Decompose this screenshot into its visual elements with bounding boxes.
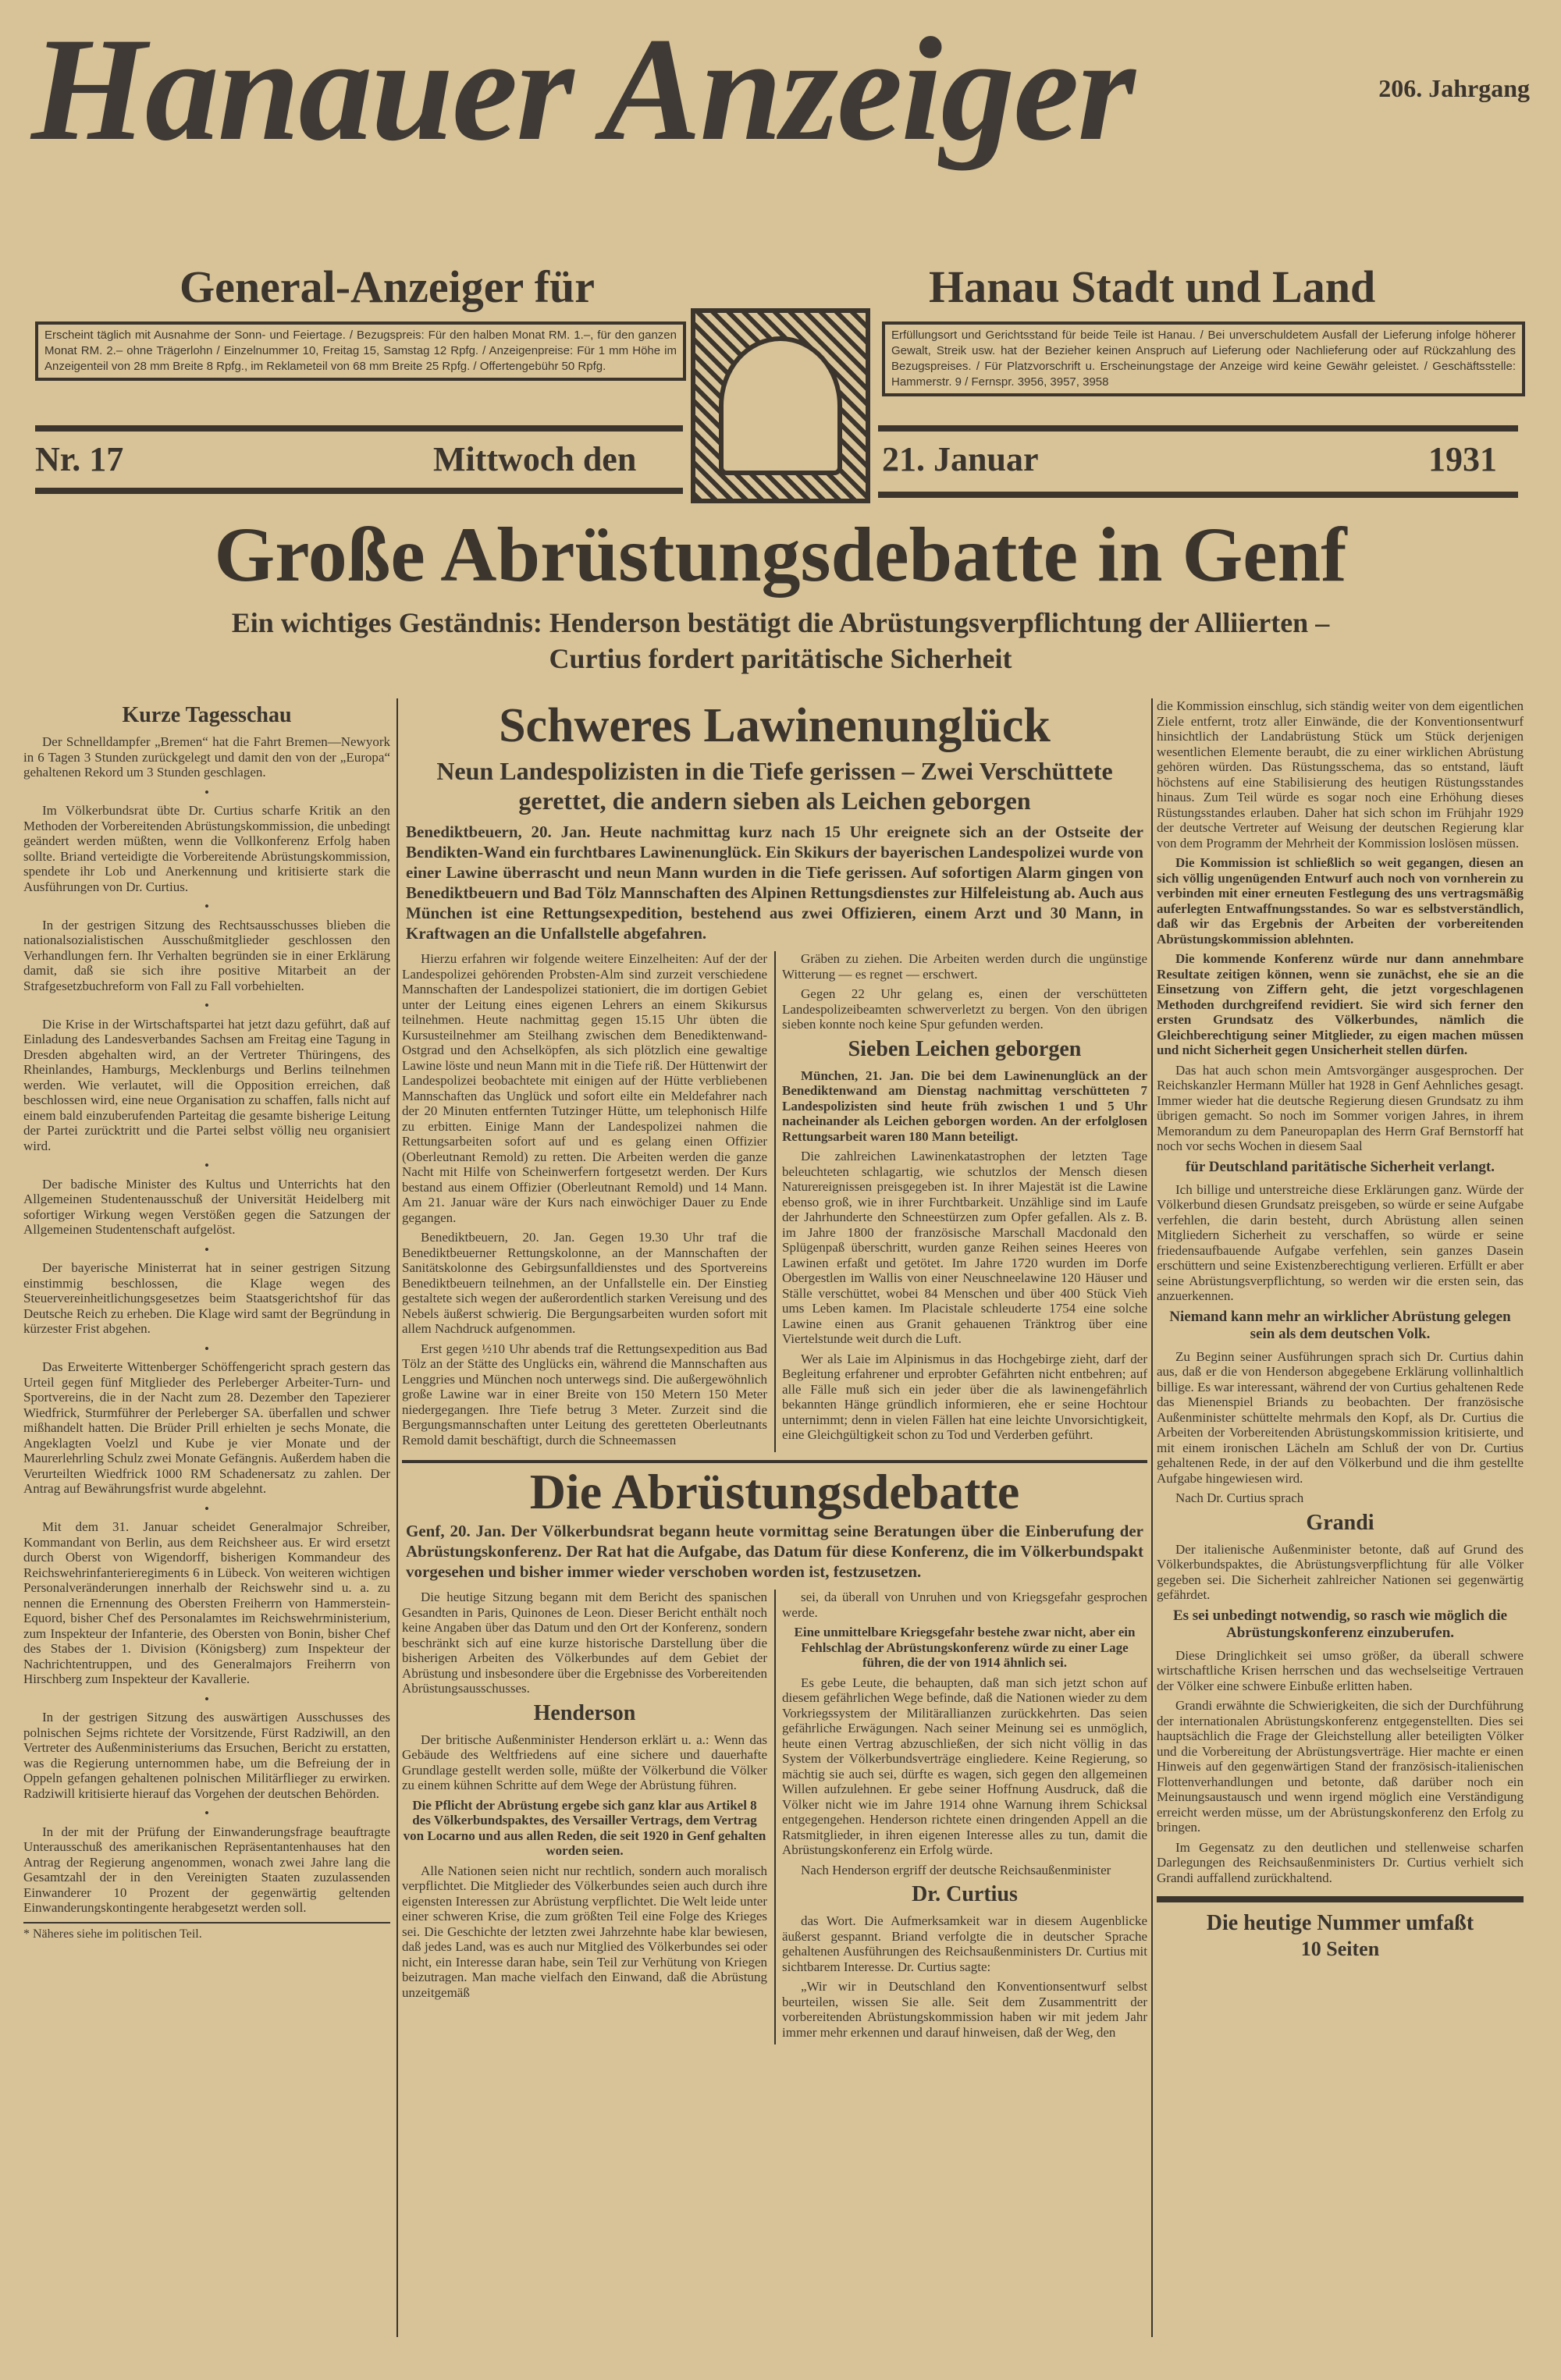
section-title: Dr. Curtius [912, 1882, 1018, 1906]
separator-star: • [204, 1691, 209, 1707]
divider [1157, 1896, 1524, 1902]
main-headline: Große Abrüstungsdebatte in Genf [214, 511, 1347, 598]
issue-page-count-label: Die heutige Nummer umfaßt [1206, 1911, 1474, 1935]
main-subhead-1: Ein wichtiges Geständnis: Henderson bestätigt die Abrüstungsverpflichtung der Alliierten – [231, 607, 1330, 638]
paragraph: Die Kommission ist schließlich so weit gegangen, diesen an sich völlig ungenügenden Entwurf auch noch von vornherein zu verbinden mit einer erneuten Festlegung des uns vertragsmäßig auferlegten Entwaffnungsstandes. So war es selbstverständlich, daß wir das Ergebnis der Arbeiten der vorbereitenden Abrüstungskommission ablehnten. [1157, 855, 1524, 947]
paragraph: Die Pflicht der Abrüstung ergebe sich ganz klar aus Artikel 8 des Völkerbundspaktes, des Versailler Vertrags, dem Vertrag von Locarno und aus allen Reden, die seit 1920 in Genf gehalten worden seien. [403, 1797, 766, 1858]
paragraph: Benediktbeuern, 20. Jan. Gegen 19.30 Uhr traf die Benediktbeuerner Rettungskolonne, an der Mannschaften der Sanitätskolonne des Gebirgsunfalldienstes und des Sportvereins Benediktbeuern teilnehmen, an der Unfallstelle ein. Der Einstieg gestaltete sich wegen der außerordentlich starken Vereisung und des Nebels äußerst schwierig. Die Bergungsarbeiten wurden sofort mit allem Nachdruck aufgenommen. [402, 1230, 767, 1336]
section-title: Grandi [1306, 1510, 1374, 1535]
paragraph: Ich billige und unterstreiche diese Erklärungen ganz. Würde der Völkerbund diesen Grundsatz preisgeben, so würde er seine Aufgabe verfehlen, die darin besteht, durch Abrüstung allen seinen Mitgliedern Sicherheit zu verschaffen, so würde er seine friedensaufbauende Aufgabe verfehlen, sein ganzes Dasein erschüttern und seine Existenzberechtigung verlieren. Erfüllt er aber seine Abrüstungsverpflichtung, so werden wir die ersten sein, das anzuerkennen. [1157, 1181, 1524, 1303]
paragraph: Die heutige Sitzung begann mit dem Bericht des spanischen Gesandten in Paris, Quinones de Leon. Dieser Bericht enthält noch keine Angaben über das Datum und den Ort der Konferenz, sondern beschränkt sich auf eine kurze historische Darstellung über die bisherigen Arbeiten des Völkerbundes auf dem Gebiet der Abrüstung und insbesondere über die Ergebnisse des Vorbereitenden Abrüstungsausschusses. [402, 1590, 767, 1696]
debate-column-left [402, 1590, 767, 2044]
paragraph: Erst gegen ½10 Uhr abends traf die Rettungsexpedition aus Bad Tölz an der Stätte des Unglücks ein, während die Mannschaften aus Lenggries und München noch unterwegs sind. Die außergewöhnlich große Lawine war in einer Breite von 150 Metern 150 Meter niedergegangen. Ihre Tiefe betrug 3 Meter. Zurzeit sind die Bergungsmannschaften unter Leitung des geretteten Oberleutnants Remold damit beschäftigt, durch die Schneemassen [402, 1341, 767, 1448]
info-box-right: Erfüllungsort und Gerichtsstand für beide Teile ist Hanau. / Bei unverschuldetem Ausfall der Lieferung infolge höherer Gewalt, Streik usw. hat der Bezieher keinen Anspruch auf Lieferung oder Nachlieferung oder auf Rückzahlung des Bezugspreises. / Für Platzvorschrift u. Erscheinungstage der Anzeige wird keine Gewähr geleistet. / Geschäftsstelle: Hammerstr. 9 / Fernspr. 3956, 3957, 3958 [882, 321, 1525, 396]
paragraph: Alle Nationen seien nicht nur rechtlich, sondern auch moralisch verpflichtet. Die Mitglieder des Völkerbundes seien auch durch ihre eigensten Interessen zur Abrüstung verpflichtet. Die Welt leide unter einer schweren Krise, die zum größten Teil eine Folge des Krieges sei. Die Geschichte der letzten zwei Jahrzehnte habe klar bewiesen, daß jedes Land, was es auch nur Mitglied des Völkerbundes sei oder nicht, ein Interesse daran habe, sein Teil zur Verhütung von Kriegen beizutragen. Man mache vielfach den Einwand, daß die Abrüstung unzeitgemäß [402, 1863, 767, 2000]
separator-star: • [204, 998, 209, 1013]
avalanche-headline: Schweres Lawinenunglück [499, 699, 1051, 752]
paragraph: Zu Beginn seiner Ausführungen sprach sich Dr. Curtius dahin aus, daß er die von Henderson abgegebene Erklärung vollinhaltlich billige. Es war interessant, während der von Curtius gehaltenen Rede das Mienenspiel Briands zu beobachten. Der französische Außenminister schüttelte mehrmals den Kopf, als Dr. Curtius die Arbeiten der Vorbereitenden Abrüstungskommission kritisierte, und mit einem ironischen Lächeln am Schluß der von Dr. Curtius gehaltenen Rede, in der auf den Völkerbund und die ihm gestellte Aufgabe hingewiesen wird. [1157, 1348, 1524, 1486]
subtitle-left: General-Anzeiger für [180, 261, 596, 312]
paragraph: Im Gegensatz zu den deutlichen und stellenweise scharfen Darlegungen des Reichsaußenministers Dr. Curtius verhielt sich Grandi auffallend zurückhaltend. [1157, 1839, 1524, 1885]
info-box-left: Erscheint täglich mit Ausnahme der Sonn- und Feiertage. / Bezugspreis: Für den halben Monat RM. 1.–, für den ganzen Monat RM. 2.– ohne Trägerlohn / Einzelnummer 10, Freitag 15, Samstag 12 Rpfg. / Anzeigenpreise: Für 1 mm Höhe im Anzeigenteil von 28 mm Breite 8 Rpfg., im Reklameteil von 68 mm Breite 25 Rpfg. / Offertengebühr 50 Rpfg. [35, 321, 686, 381]
avalanche-columns [402, 951, 1147, 1452]
paragraph: Nach Dr. Curtius sprach [1175, 1490, 1304, 1505]
section-title: für Deutschland paritätische Sicherheit verlangt. [1186, 1158, 1495, 1175]
paragraph: die Kommission einschlug, sich ständig weiter von dem eigentlichen Ziele entfernt, trotz aller Einwände, die der Konventionsentwurf hinsichtlich der Landabrüstung Stück um Stück derjenigen wesentlichen Elemente beraubt, die zu einer wirklichen Abrüstung gehören würden. Das Rüstungsschema, das so entstand, läuft höchstens auf eine Stabilisierung des heutigen Rüstungsstandes hinaus. Zum Teil würde es sogar noch eine Erhöhung dieses Rüstungsstandes erlauben. Daher hat sich schon im Frühjahr 1929 der deutsche Vertreter auf Weisung der deutschen Regierung klar von dem Programm der Mehrheit der Kommission loslösen müssen. [1157, 698, 1524, 851]
separator-star: • [204, 1341, 209, 1356]
debate-column-right [782, 1590, 1147, 2044]
separator-star: • [204, 784, 209, 800]
column-rule [774, 951, 776, 1452]
section-title: Sieben Leichen geborgen [848, 1036, 1082, 1061]
paragraph: Diese Dringlichkeit sei umso größer, da überall schwere wirtschaftliche Krisen herrschen und das wechselseitige Vertrauen der Völker eine schwere Einbuße erlitten haben. [1157, 1647, 1524, 1693]
divider [878, 425, 1518, 432]
section-title: Es sei unbedingt notwendig, so rasch wie möglich die Abrüstungskonferenz einzuberufen. [1172, 1607, 1508, 1641]
paragraph: Die kommende Konferenz würde nur dann annehmbare Resultate zeitigen können, wenn sie zunächst, ehe sie an die Einsetzung von Ziffern geht, die jetzt vorgeschlagenen Methoden durchgreifend revidiert. Sie wird sich ferner den ersten Grundsatz des Völkerbundes, nämlich die Gleichberechtigung seiner Mitglieder, zu eigen machen müssen und nicht Sicherheit gegen Unsicherheit stellen dürfen. [1157, 951, 1524, 1057]
paragraph: München, 21. Jan. Die bei dem Lawinenunglück an der Benediktenwand am Dienstag nachmittag verschütteten 7 Landespolizisten sind heute früh zwischen 1 und 5 Uhr nacheinander als Leichen geborgen worden. An der erfolglosen Rettungsarbeit waren 180 Mann beteiligt. [782, 1067, 1147, 1144]
paragraph: Grandi erwähnte die Schwierigkeiten, die sich der Durchführung der internationalen Abrüstungskonferenz entgegenstellten. Dies sei hauptsächlich die Frage der Gleichstellung aller beteiligten Völker und die Vorbereitung der Abrüstungsverträge. Hier machte er einen Hinweis auf den gegenwärtigen Stand der französisch-italienischen Flottenverhandlungen und betonte, daß darüber noch ein Meinungsaustausch und wenn irgend möglich eine Verständigung erreicht werden müsse, um der Abrüstungskonferenz den Erfolg zu bringen. [1157, 1698, 1524, 1835]
year: 1931 [1428, 440, 1497, 478]
avalanche-column-left [402, 951, 767, 1452]
news-item: In der mit der Prüfung der Einwanderungsfrage beauftragte Unterausschuß des amerikanischen Repräsentantenhauses hat den Antrag der Regierung angenommen, wonach zwei Jahre lang die Gesamtzahl der in den Vereinigten Staaten zuzulassenden Einwanderer 10 Prozent der gegenwärtig geltenden Einwanderungskontingente herabgesetzt werden soll. [23, 1824, 390, 1915]
section-title: Niemand kann mehr an wirklicher Abrüstung gelegen sein als dem deutschen Volk. [1169, 1308, 1511, 1342]
pull-quote: Eine unmittelbare Kriegsgefahr bestehe zwar nicht, aber ein Fehlschlag der Abrüstungskonferenz würde zu einer Lage führen, die der von 1914 ähnlich sei. [794, 1625, 1136, 1670]
paragraph: Der italienische Außenminister betonte, daß auf Grund des Völkerbundspaktes, die Abrüstungsverpflichtung für alle Völker gegeben sei. Die Sicherheit zahlreicher Nationen sei gegenwärtig gefährdet. [1157, 1541, 1524, 1602]
divider [35, 488, 683, 494]
weekday: Mittwoch den [433, 440, 637, 478]
column-rule [396, 698, 398, 2337]
paragraph: „Wir wir in Deutschland den Konventionsentwurf selbst beurteilen, wissen Sie alle. Seit dem Zusammentritt der vorbereitenden Abrüstungskommission haben wir mit jedem Jahr immer mehr erkennen und darauf hinweisen, daß der Weg, den [782, 1979, 1147, 2040]
city-crest-emblem [691, 308, 870, 503]
paragraph: Gegen 22 Uhr gelang es, einen der verschütteten Landespolizeibeamten schwerverletzt zu bergen. Von den übrigen sieben konnte noch keine Spur gefunden werden. [782, 986, 1147, 1032]
section-title: Henderson [533, 1700, 636, 1725]
news-item: In der gestrigen Sitzung des Rechtsausschusses blieben die nationalsozialistischen Ausschußmitglieder geschlossen den Verhandlungen fern. Ihr Verhalten begründen sie in einer Erklärung damit, daß sie sich ihre positive Mitarbeit an der Strafgesetzbuchreform von Fall zu Fall vorbehielten. [23, 917, 390, 993]
avalanche-column-right [782, 951, 1147, 1452]
paragraph: Das hat auch schon mein Amtsvorgänger ausgesprochen. Der Reichskanzler Hermann Müller hat 1928 in Genf Aehnliches gesagt. Immer wieder hat die deutsche Regierung diesen Grundsatz zu ihm übrigen gemacht. So noch im Sommer vorigen Jahres, in ihrem Memorandum zu dem Paneuropaplan des Herrn Graf Bernstorff hat noch vor sechs Wochen in diesem Saal [1157, 1062, 1524, 1153]
issue-number: Nr. 17 [35, 440, 124, 478]
divider [878, 492, 1518, 498]
news-item: Die Krise in der Wirtschaftspartei hat jetzt dazu geführt, daß auf Einladung des Landesverbandes Sachsen am Freitag eine Tagung in Dresden abgehalten wird, an der Vertreter Thüringens, des Rheinlandes, Hamburgs, Mecklenburgs und Berlins teilnehmen werden. Wie verlautet, will die Opposition erreichen, daß beschlossen wird, eine neue Organisation zu schaffen, falls nicht auf einem bald einzuberufenden Parteitag die gesamte bisherige Leitung der Partei zurücktritt und die Partei selbst völlig neu organisiert wird. [23, 1016, 390, 1153]
column-rule [1151, 698, 1153, 2337]
main-subhead-2: Curtius fordert paritätische Sicherheit [549, 643, 1012, 674]
avalanche-subhead: Neun Landespolizisten in die Tiefe gerissen – Zwei Verschüttete gerettet, die andern sieben als Leichen geborgen [436, 757, 1113, 815]
paragraph: Wer als Laie im Alpinismus in das Hochgebirge zieht, darf der Begleitung erfahrener und erprobter Gefährten nicht entbehren; auf alle Fälle muß sich ein jeder über die als lawinengefährlich bekannten Hänge gründlich informieren, ehe er seine Hochtour unternimmt; denn in vielen Fällen hat eine leichte Unvorsichtigkeit, eine Gleichgültigkeit schon zu Tod und Verderben geführt. [782, 1351, 1147, 1442]
paragraph: sei, da überall von Unruhen und von Kriegsgefahr gesprochen werde. [782, 1590, 1147, 1620]
news-item: Mit dem 31. Januar scheidet Generalmajor Schreiber, Kommandant von Berlin, aus dem Reichsheer aus. Er wird ersetzt durch Oberst von Wigendorff, bisherigen Kommandeur des Reichswehrinfanterieregiments 6 in Lübeck. Von weiteren wichtigen Personalveränderungen innerhalb der Reichswehr sind u. a. zu nennen die Ernennung des Obersten Freiherrn von Hammerstein-Equord, bisher Chef des Personalamtes im Reichswehrministerium, zum Inspekteur der Infanterie, des Obersten von Bonin, bisher Chef des Stabes der 1. Division (Königsberg) zum Inspekteur der Nachrichtentruppen, und des Generalmajors Freiherrn von Hirschberg zum Inspekteur der Kavallerie. [23, 1519, 390, 1686]
paragraph: das Wort. Die Aufmerksamkeit war in diesem Augenblicke äußerst gespannt. Briand verfolgte die in deutscher Sprache gehaltenen Ausführungen des Reichsaußenministers Dr. Curtius mit sichtbarem Interesse. Dr. Curtius sagte: [782, 1913, 1147, 1974]
avalanche-lead: Benediktbeuern, 20. Jan. Heute nachmittag kurz nach 15 Uhr ereignete sich an der Ostseite der Bendikten-Wand ein furchtbares Lawinenunglück. Ein Skikurs der bayerischen Landespolizei wurde von einer Lawine überrascht und neun Mann wurden in die Tiefe gerissen. Auf sofortigen Alarm gingen von Benediktbeuern und Bad Tölz Mannschaften des Alpinen Rettungsdienstes zur Hilfeleistung ab. Auch aus München ist eine Rettungsexpedition, bestehend aus zwei Offizieren, einem Arzt und 30 Mann, in Kraftwagen an die Unfallstelle abgefahren. [406, 822, 1143, 943]
news-item: Im Völkerbundsrat übte Dr. Curtius scharfe Kritik an den Methoden der Vorbereitenden Abrüstungskommission, die unbedingt geändert werden müßten, wenn die Vollkonferenz Erfolg haben sollte. Briand verteidigte die Vorbereitende Abrüstungskommission, spendete ihr Lob und Anerkennung und kritisierte stark die Ausführungen von Dr. Curtius. [23, 803, 390, 894]
column-curtius-speech [1157, 698, 1524, 1962]
paragraph: Gräben zu ziehen. Die Arbeiten werden durch die ungünstige Witterung — es regnet — erschwert. [782, 951, 1147, 982]
middle-section [402, 698, 1147, 2052]
debate-columns [402, 1590, 1147, 2044]
separator-star: • [204, 1242, 209, 1257]
news-item: In der gestrigen Sitzung des auswärtigen Ausschusses des polnischen Sejms richtete der Vorsitzende, Fürst Radziwill, an den Vertreter des Außenministeriums das Ersuchen, Bericht zu erstatten, was die Regierung unternommen habe, um die Befreiung der in Oppeln gefangen gehaltenen polnischen Militärflieger zu erwirken. Radziwill kritisierte hierauf das Vorgehen der deutschen Behörden. [23, 1710, 390, 1801]
separator-star: • [204, 899, 209, 914]
paragraph: Die zahlreichen Lawinenkatastrophen der letzten Tage beleuchteten schlagartig, wie schutzlos der Mensch diesen Naturereignissen preisgegeben ist. In ihrer Majestät ist die Lawine ebenso groß, wie in ihrer Furchtbarkeit. Unzählige sind im Laufe der Jahrhunderte den Schneestürzen zum Opfer gefallen. Als z. B. im Jahre 1800 der französische Marschall Macdonald den Splügenpaß überschritt, wurden ganze Reihen seines Heeres von Lawinen erfaßt und getötet. Im Jahre 1720 wurden im Dorfe Obergestlen im Wallis von einer Neuschneelawine 120 Häuser und Ställe verschüttet, wobei 84 Menschen und über 400 Stück Vieh ums Leben kamen. Im Placistale schleuderte 1754 eine solche Lawine einen aus Granit gehauenen Tränktrog über eine Viertelstunde weit durch die Luft. [782, 1149, 1147, 1346]
separator-star: • [204, 1806, 209, 1821]
subtitle-right: Hanau Stadt und Land [929, 261, 1376, 312]
footnote: * Näheres siehe im politischen Teil. [23, 1922, 390, 1942]
masthead-title: Hanauer Anzeiger [31, 8, 1134, 172]
paragraph: Hierzu erfahren wir folgende weitere Einzelheiten: Auf der der Landespolizei gehörenden Probsten-Alm sind zurzeit verschiedene Mannschaften der Landespolizei stationiert, die im dortigen Gebiet unter der Leitung eines eigenen Lehrers an einem Skikursus teilnehmen. Heute nachmittag gegen 15.15 Uhr übten die Kursusteilnehmer am Steilhang zwischen dem Benediktenwand-Ostgrad und den Achselköpfen, als sich plötzlich eine gewaltige Lawine löste und neun Mann mit in die Tiefe riß. Der Hüttenwirt der Landespolizei beobachtete mit einigen auf der Hütte verbliebenen Mannschaften das Unglück und sofort eilte ein Meldefahrer nach der 20 Minuten entfernten Tutzinger Hütte, um telephonisch Hilfe zu erbitten. Einige Mann der Landespolizei nahmen die Rettungsarbeiten sofort auf und es gelang einen Offizier (Oberleutnant Remold) zu retten. Die Arbeiten werden die ganze Nacht mit Hilfe von Scheinwerfern fortgesetzt werden. Der Kurs bestand aus einem Offizier (Oberleutnant Remold) und 14 Mann. Am 21. Januar wäre der Kurs nach einwöchiger Dauer zu Ende gegangen. [402, 951, 767, 1225]
debate-lead: Genf, 20. Jan. Der Völkerbundsrat begann heute vormittag seine Beratungen über die Einberufung der Abrüstungskonferenz. Der Rat hat die Aufgabe, das Datum für diese Konferenz, die im Völkerbundspakt vorgesehen und bisher immer wieder verschoben worden ist, festzusetzen. [406, 1522, 1143, 1581]
news-item: Das Erweiterte Wittenberger Schöffengericht sprach gestern das Urteil gegen fünf Mitglieder des Perleberger Arbeiter-Turn- und Sportvereins, die in der Nacht zum 28. Dezember den Tapezierer Wiedfrick, Sturmführer der Perleberger SA. überfallen und schwer mißhandelt hatten. Die Brüder Prill erhielten je sechs Monate, die Angeklagten Voelzl und Kube je vier Monate und der Maurerlehrling Schulz zwei Monate Gefängnis. Außerdem haben die Verurteilten Wiedfrick 1000 RM Schadenersatz zu zahlen. Der Antrag auf Bewährungsfrist wurde abgelehnt. [23, 1359, 390, 1496]
separator-star: • [204, 1501, 209, 1516]
paragraph: Der britische Außenminister Henderson erklärt u. a.: Wenn das Gebäude des Weltfriedens auf eine sichere und dauerhafte Grundlage gestellt werden solle, müßte der Völkerbund die Völker zu einem kühnen Schritte auf dem Wege der Abrüstung führen. [402, 1732, 767, 1792]
section-title: Kurze Tagesschau [122, 703, 292, 727]
separator-star: • [204, 1158, 209, 1173]
column-rule [774, 1590, 776, 2044]
column-short-news [23, 698, 390, 1941]
issue-page-count: 10 Seiten [1300, 1938, 1380, 1960]
divider [35, 425, 683, 432]
paragraph: Es gebe Leute, die behaupten, daß man sich jetzt schon auf diesem gefährlichen Wege befinde, daß die Nationen wieder zu dem Vorkriegssystem der Militärallianzen zurückkehrten. Das seien gefährliche Erwägungen. Nach seiner Meinung sei es unmöglich, heute einen Vertrag abzuschließen, der sich nicht völlig in das System der Völkerbundsverträge eingliedere. Keine Regierung, so mächtig sie auch sei, dürfte es wagen, sich gegen den allgemeinen Willen aufzulehnen. Er gebe seiner Hoffnung Ausdruck, daß die Völker nicht wie im Jahre 1914 ohne Warnung ihrem Schicksal entgegengehen. Henderson richtete einen dringenden Appell an die Ratsmitglieder, in ihren eigenen Interesse alles zu tun, damit die Abrüstungskonferenz ein Erfolg würde. [782, 1675, 1147, 1857]
paragraph: Nach Henderson ergriff der deutsche Reichsaußenminister [801, 1862, 1111, 1877]
news-item: Der bayerische Ministerrat hat in seiner gestrigen Sitzung einstimmig beschlossen, die Klage wegen des Steuervereinheitlichungsgesetzes beim Staatsgerichtshof für das Deutsche Reich zu erheben. Die Klage wird samt der Begründung in kürzester Frist abgehen. [23, 1260, 390, 1336]
news-item: Der Schnelldampfer „Bremen“ hat die Fahrt Bremen—Newyork in 6 Tagen 3 Stunden zurückgelegt und damit den von der „Europa“ gehaltenen Rekord um 3 Stunden geschlagen. [23, 734, 390, 780]
news-item: Der badische Minister des Kultus und Unterrichts hat den Allgemeinen Studentenausschuß der Universität Heidelberg mit sofortiger Wirkung wegen Verstößen gegen die Satzungen der Allgemeinen Studentenschaft aufgelöst. [23, 1176, 390, 1237]
date: 21. Januar [882, 440, 1039, 478]
debate-headline: Die Abrüstungsdebatte [529, 1464, 1020, 1519]
volume-label: 206. Jahrgang [1378, 74, 1530, 102]
